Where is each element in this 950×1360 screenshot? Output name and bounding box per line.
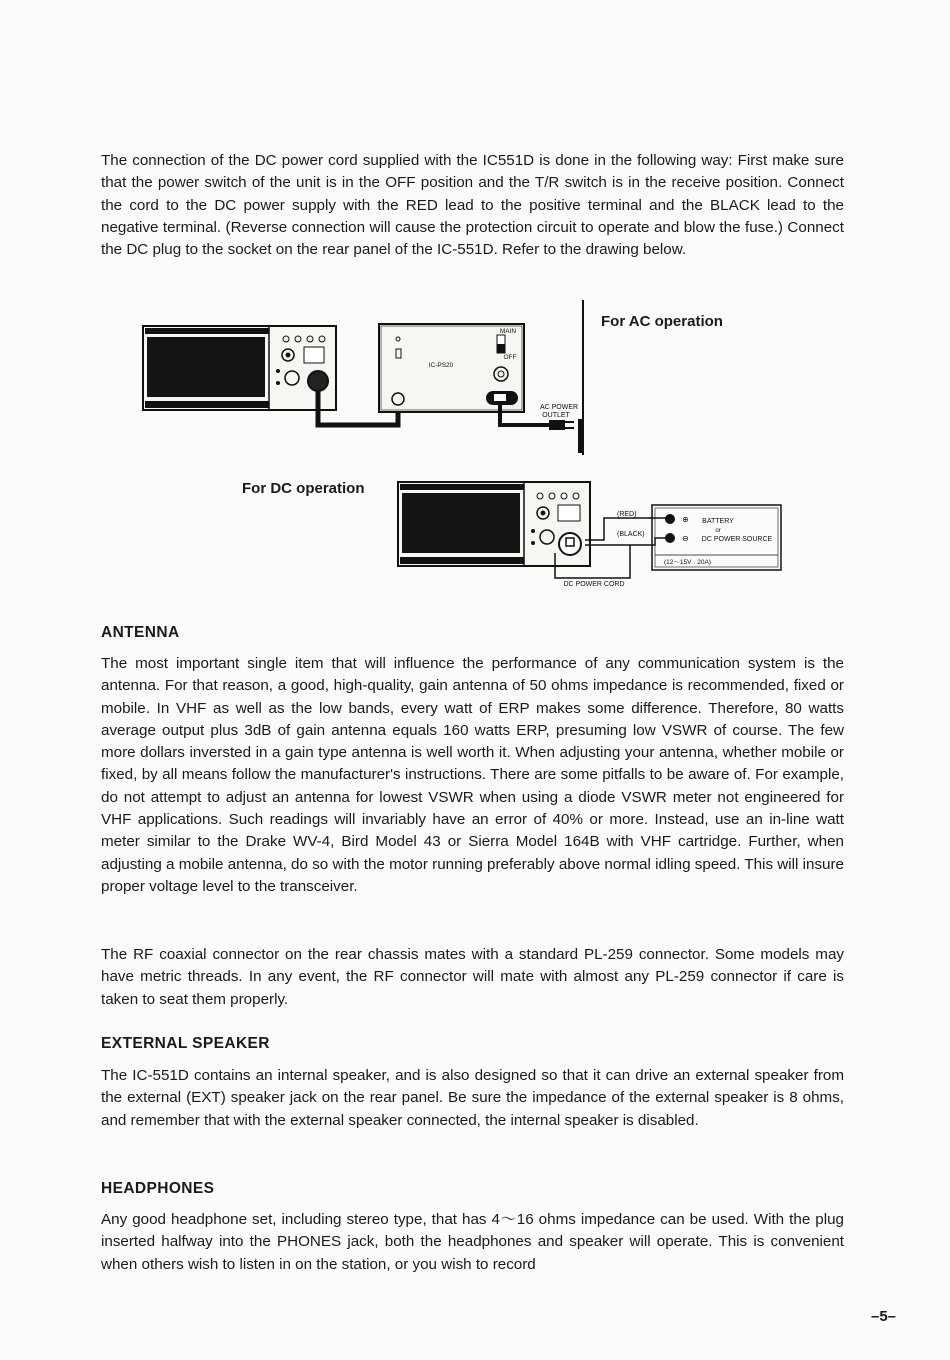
ac-outlet	[578, 419, 583, 453]
dc-source-label: DC POWER SOURCE	[701, 536, 773, 543]
black-lead	[585, 538, 666, 545]
page-number: –5–	[871, 1308, 897, 1325]
ac-outlet-label-2: OUTLET	[542, 412, 570, 419]
ac-transceiver	[143, 326, 336, 410]
red-lead-label: (RED)	[617, 511, 637, 518]
external-speaker-heading: EXTERNAL SPEAKER	[101, 1035, 270, 1052]
off-switch-label: OFF	[503, 354, 517, 361]
connection-diagram	[0, 295, 950, 595]
ps-model-label: IC-PS20	[428, 362, 454, 369]
external-speaker-paragraph: The IC-551D contains an internal speaker, and is also designed so that it can drive an external speaker from the external (EXT) speaker jack on the rear panel. Be sure the impedance of the external speaker is 8 ohms, and remember that with the external speaker connected, the internal speaker is disabled.	[101, 1067, 844, 1129]
positive-terminal-sign: ⊕	[682, 515, 689, 524]
battery-label: BATTERY	[702, 518, 734, 525]
dc-transceiver	[398, 482, 590, 566]
dc-operation-caption: For DC operation	[242, 480, 365, 497]
antenna-heading: ANTENNA	[101, 624, 180, 641]
intro-paragraph: The connection of the DC power cord supplied with the IC551D is done in the following way: First make sure that the power switch of the unit is in the OFF position and the T/R switch is in the receive position. Connect the cord to the DC power supply with the RED lead to the positive terminal and the BLACK lead to the negative terminal. (Reverse connection will cause the protection circuit to operate and blow the fuse.) Connect the DC plug to the socket on the rear panel of the IC-551D. Refer to the drawing below.	[101, 152, 844, 259]
negative-terminal-sign: ⊖	[682, 534, 689, 543]
headphones-heading: HEADPHONES	[101, 1180, 215, 1197]
headphones-paragraph: Any good headphone set, including stereo type, that has 4～16 ohms impedance can be used. With the plug inserted halfway into the PHONES jack, both the headphones and speaker will operate. This is convenient when others wish to listen in on the station, or you wish to record	[101, 1211, 844, 1273]
battery-or-label: or	[715, 528, 721, 534]
ac-outlet-label-1: AC POWER	[539, 404, 579, 411]
dc-cord-label: DC POWER CORD	[563, 581, 625, 588]
antenna-paragraph-2: The RF coaxial connector on the rear chassis mates with a standard PL-259 connector. Some models may have metric threads. In any event, the RF connector will mate with almost any PL-259 connector if care is taken to seat them properly.	[101, 946, 844, 1008]
voltage-label: (12～15V · 20A)	[664, 559, 711, 566]
antenna-paragraph-1: The most important single item that will influence the performance of any communication system is the antenna. For that reason, a good, high-quality, gain antenna of 50 ohms impedance is recommended, fixed or mobile. In VHF as well as the low bands, every watt of ERP makes some difference. Therefore, 80 watts average output plus 3dB of gain antenna equals 160 watts ERP, presuming low VSWR of course. The few more dollars inversted in a gain type antenna is well worth it. When adjusting your antenna, whether mobile or fixed, by all means follow the manufacturer's instructions. There are some pitfalls to be aware of. For example, do not attempt to adjust an antenna for lowest VSWR when using a diode VSWR meter not engineered for VHF applications. Such readings will invariably have an error of 40% or more. Instead, use an in-line watt meter similar to the Drake WV-4, Bird Model 43 or Sierra Model 164B with VHF cartridge. Further, when adjusting a mobile antenna, do so with the motor running preferably above normal idling speed. This will insure proper voltage level to the transceiver.	[101, 655, 844, 895]
power-supply-ic-ps20	[379, 324, 524, 412]
ac-operation-caption: For AC operation	[601, 313, 723, 330]
main-switch-label: MAIN	[499, 328, 517, 335]
ac-plug	[549, 420, 565, 430]
black-lead-label: (BLACK)	[617, 531, 645, 538]
battery-box	[652, 505, 781, 570]
